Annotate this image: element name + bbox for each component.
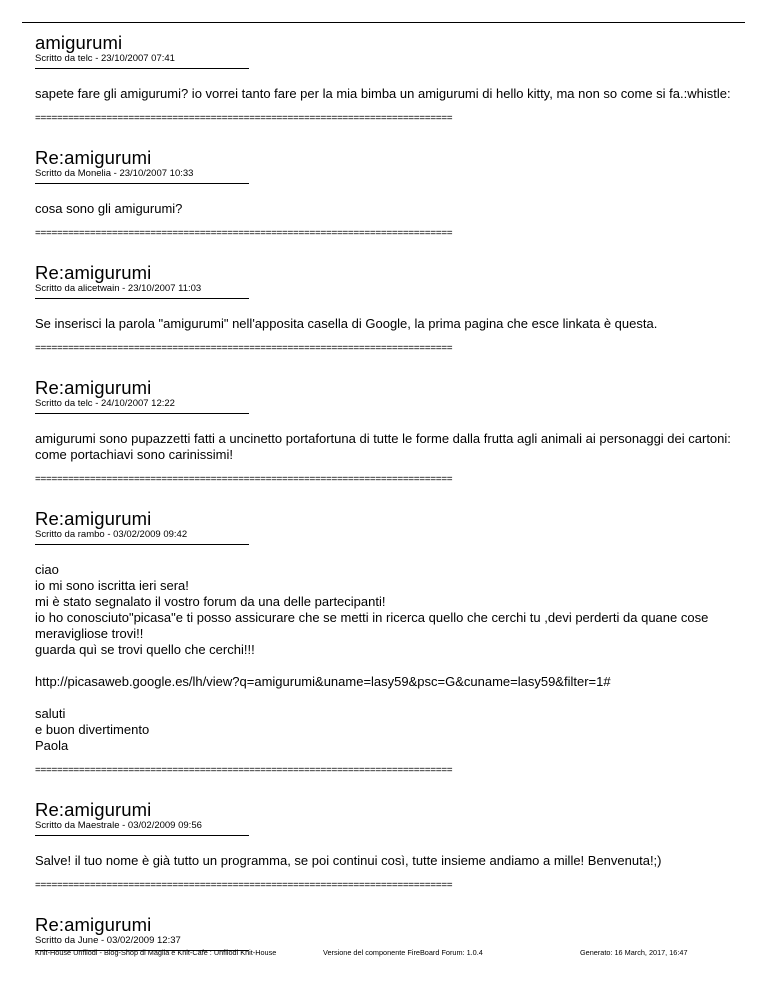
meta-divider (35, 183, 249, 184)
post-body: ciao io mi sono iscritta ieri sera! mi è stato segnalato il vostro forum da una delle partecipanti! io ho conosciuto"picasa"e ti posso assicurare che se metti in ricerca quello che cerchi tu ,devi perderti da quane cose meravigliose trovi!! guarda quì se trovi quello che cerchi!!! http://picasaweb.google.es/lh/view?q=amigurumi&uname=lasy59&psc=G&cuname=lasy59&filter=1# saluti e buon divertimento Paola (35, 562, 709, 753)
meta-divider (35, 298, 249, 299)
post (35, 914, 745, 951)
post-title: amigurumi (35, 32, 123, 53)
top-rule (22, 22, 745, 23)
post (35, 508, 745, 777)
post (35, 377, 745, 486)
post-separator: ============================================================================ (35, 880, 453, 891)
post-body: cosa sono gli amigurumi? (35, 201, 183, 216)
post-meta: Scritto da rambo - 03/02/2009 09:42 (35, 529, 188, 540)
footer-version: Versione del componente FireBoard Forum: 1.0.4 (323, 948, 483, 957)
post-title: Re:amigurumi (35, 914, 152, 935)
post-meta: Scritto da June - 03/02/2009 12:37 (35, 935, 181, 946)
post-meta: Scritto da Monelia - 23/10/2007 10:33 (35, 168, 194, 179)
post-body: sapete fare gli amigurumi? io vorrei tanto fare per la mia bimba un amigurumi di hello kitty, ma non so come si fa.:whistle: (35, 86, 731, 101)
post-body: Salve! il tuo nome è già tutto un programma, se poi continui così, tutte insieme andiamo a mille! Benvenuta!;) (35, 853, 662, 868)
meta-divider (35, 413, 249, 414)
footer-generated: Generato: 16 March, 2017, 16:47 (580, 948, 688, 957)
post-meta: Scritto da telc - 23/10/2007 07:41 (35, 53, 175, 64)
post-separator: ============================================================================ (35, 765, 453, 776)
meta-divider (35, 544, 249, 545)
post (35, 799, 745, 892)
footer-site: Knit-House Unfilodi - Blog-Shop di Maglia e Knit-Cafe : Unfilodi Knit-House (35, 948, 277, 957)
post-meta: Scritto da Maestrale - 03/02/2009 09:56 (35, 820, 202, 831)
post-separator: ============================================================================ (35, 228, 453, 239)
post-title: Re:amigurumi (35, 508, 152, 529)
post-title: Re:amigurumi (35, 147, 152, 168)
post-title: Re:amigurumi (35, 377, 152, 398)
meta-divider (35, 835, 249, 836)
post-title: Re:amigurumi (35, 799, 152, 820)
thread (35, 32, 745, 951)
meta-divider (35, 68, 249, 69)
post-meta: Scritto da telc - 24/10/2007 12:22 (35, 398, 175, 409)
post (35, 262, 745, 355)
post-body: Se inserisci la parola "amigurumi" nell'apposita casella di Google, la prima pagina che esce linkata è questa. (35, 316, 658, 331)
post-separator: ============================================================================ (35, 474, 453, 485)
post-body: amigurumi sono pupazzetti fatti a uncinetto portafortuna di tutte le forme dalla frutta agli animali ai personaggi dei cartoni: come portachiavi sono carinissimi! (35, 431, 731, 462)
post (35, 32, 745, 125)
post-separator: ============================================================================ (35, 343, 453, 354)
post-title: Re:amigurumi (35, 262, 152, 283)
post-meta: Scritto da alicetwain - 23/10/2007 11:03 (35, 283, 202, 294)
post (35, 147, 745, 240)
post-separator: ============================================================================ (35, 113, 453, 124)
